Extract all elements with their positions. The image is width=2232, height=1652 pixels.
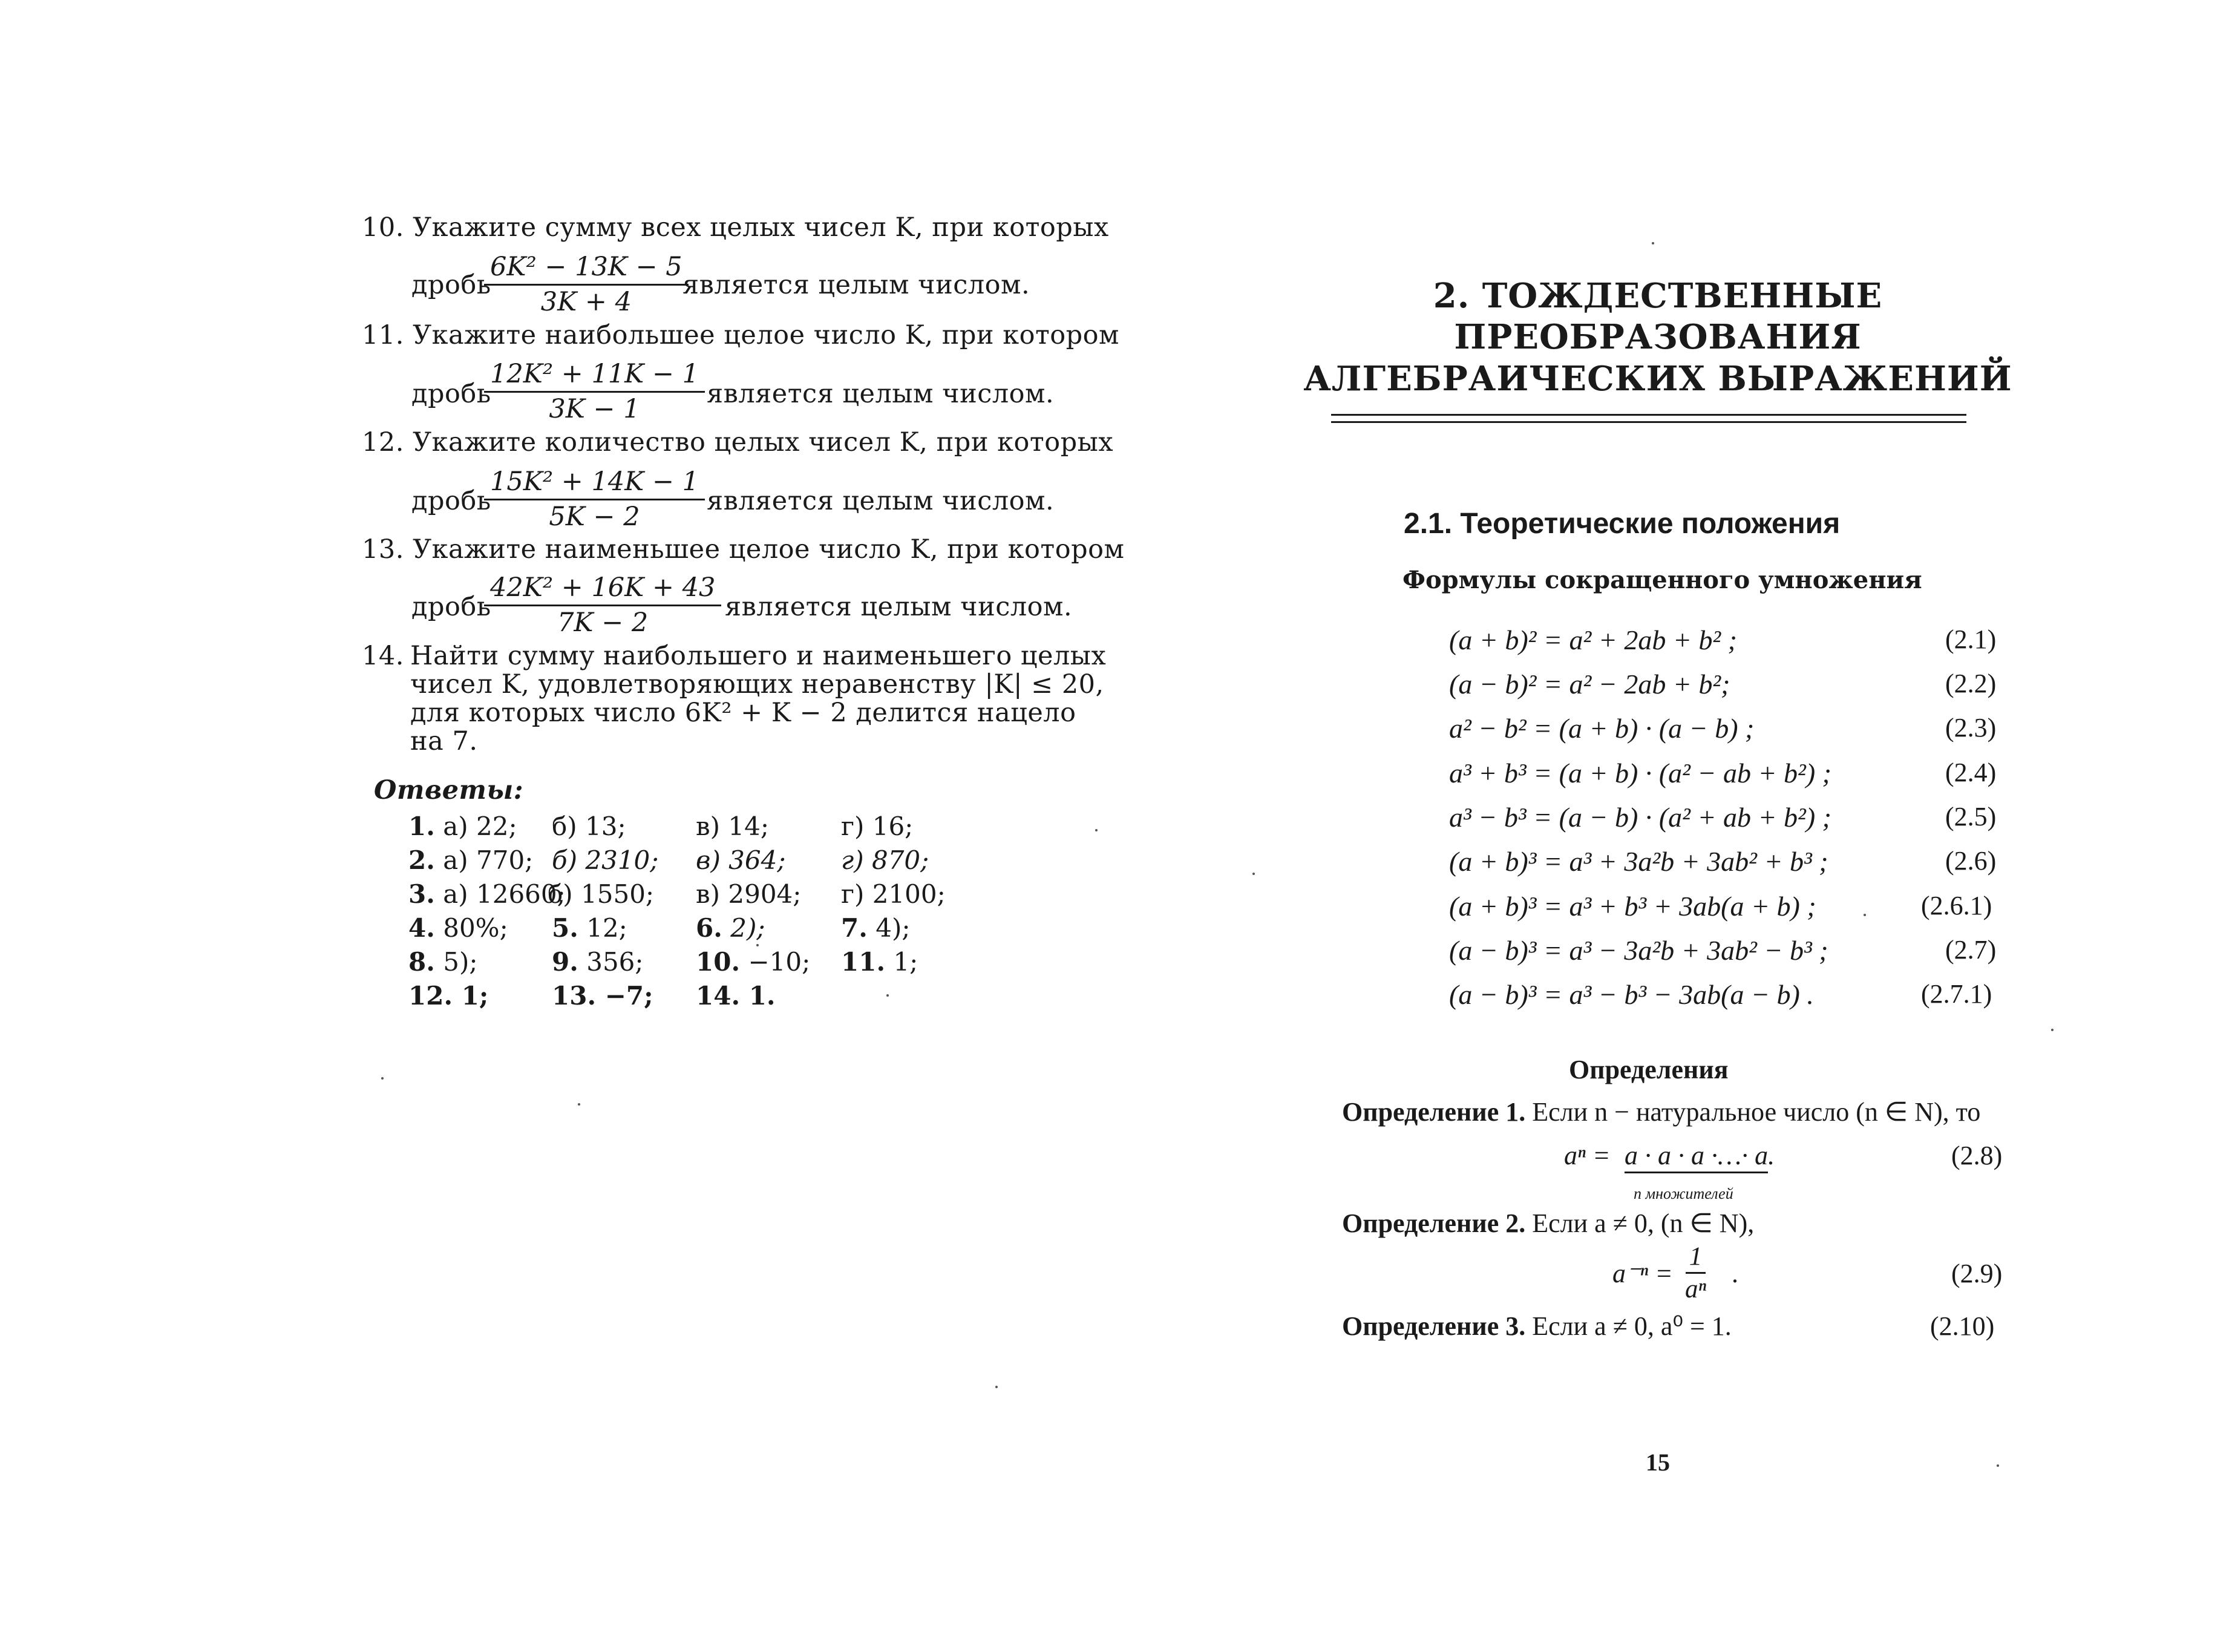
- formula-number: (2.6): [1945, 846, 1997, 876]
- fraction-numerator: 42K² + 16K + 43: [484, 575, 721, 606]
- scan-speck: [578, 1103, 580, 1106]
- answer-cell: б) 13;: [552, 811, 626, 841]
- answer-cell: 3. а) 12660;: [408, 879, 566, 909]
- scan-speck: [995, 1386, 998, 1388]
- formula-number: (2.6.1): [1921, 891, 1992, 920]
- problem-number: 12.: [362, 427, 404, 457]
- problem-number: 10.: [362, 212, 404, 243]
- problem-prefix: дробь: [411, 592, 491, 622]
- formula: (a − b)³ = a³ − 3a²b + 3ab² − b³ ;: [1449, 935, 1828, 966]
- definition-3: [1342, 1313, 1732, 1340]
- formula: (a + b)² = a² + 2ab + b² ;: [1449, 624, 1737, 655]
- fraction-numerator: 6K² − 13K − 5: [484, 254, 689, 286]
- section-title: 2.1. Теоретические положения: [1404, 508, 1841, 540]
- fraction-denominator: 3K + 4: [540, 287, 632, 317]
- fraction-numerator: 1: [1686, 1244, 1706, 1274]
- fraction: [484, 469, 705, 530]
- formula: (a + b)³ = a³ + 3a²b + 3ab² + b³ ;: [1449, 846, 1828, 877]
- formula: a² − b² = (a + b) · (a − b) ;: [1449, 713, 1755, 744]
- title-rule: [1331, 414, 1966, 416]
- problem-text: Укажите сумму всех целых чисел K, при которых: [413, 212, 1109, 243]
- scan-speck: [381, 1077, 384, 1080]
- answer-cell: 2. а) 770;: [408, 845, 534, 875]
- problem-number: 14.: [362, 641, 404, 671]
- answer-cell: 1. а) 22;: [408, 811, 517, 841]
- problem-suffix: является целым числом.: [725, 592, 1073, 622]
- page-number: 15: [1646, 1449, 1670, 1476]
- formula-number: (2.9): [1951, 1259, 2003, 1288]
- problem-10: [362, 212, 1109, 243]
- fraction-denominator: 5K − 2: [549, 502, 640, 532]
- definition-text: Если a ≠ 0, a⁰ = 1.: [1532, 1311, 1732, 1341]
- formula-number: (2.7): [1945, 935, 1997, 965]
- product-underbrace: a · a · a ·…· a: [1625, 1142, 1768, 1173]
- definitions-title: Определения: [1569, 1055, 1729, 1084]
- scan-speck: [2051, 1029, 2054, 1031]
- problem-prefix: дробь: [411, 379, 491, 409]
- answers-title: Ответы:: [374, 775, 524, 805]
- title-rule: [1331, 421, 1966, 423]
- definition-tail: .: [1768, 1141, 1775, 1170]
- problem-14-line: для которых число 6K² + K − 2 делится нацело: [410, 698, 1076, 728]
- chapter-title-line: АЛГЕБРАИЧЕСКИХ ВЫРАЖЕНИЙ: [1303, 358, 2012, 399]
- problem-prefix: дробь: [411, 486, 491, 516]
- fraction: [484, 572, 721, 638]
- answer-cell: б) 1550;: [548, 879, 655, 909]
- formula-number: (2.8): [1951, 1141, 2003, 1170]
- answer-cell: 5. 12;: [552, 913, 627, 943]
- problem-13: [362, 534, 1125, 565]
- scan-speck: [1864, 914, 1866, 916]
- problem-14-line: на 7.: [410, 726, 478, 756]
- definition-2: [1342, 1210, 1754, 1237]
- scan-speck: [756, 944, 759, 946]
- definition-text: Если a ≠ 0, (n ∈ N),: [1532, 1208, 1755, 1238]
- formula-number: (2.4): [1945, 758, 1997, 787]
- fraction-denominator: 7K − 2: [557, 608, 649, 638]
- answer-cell: 8. 5);: [408, 947, 478, 977]
- answer-cell: в) 364;: [696, 845, 786, 875]
- definition-label: Определение 3.: [1342, 1311, 1526, 1341]
- answer-cell: 7. 4);: [841, 913, 911, 943]
- definition-tail: .: [1732, 1259, 1738, 1288]
- answer-cell: в) 14;: [696, 811, 769, 841]
- scan-speck: [1652, 242, 1654, 244]
- chapter-title: [1301, 275, 2015, 399]
- definition-product: [1625, 1142, 1775, 1173]
- fraction-numerator: 15K² + 14K − 1: [484, 469, 705, 500]
- definition-lhs: a⁻ⁿ =: [1612, 1259, 1673, 1288]
- problem-suffix: является целым числом.: [707, 486, 1055, 516]
- fraction: [484, 254, 689, 315]
- answer-cell: б) 2310;: [552, 845, 659, 875]
- problem-number: 13.: [362, 534, 404, 565]
- problem-number: 11.: [362, 320, 404, 350]
- formula: (a − b)³ = a³ − b³ − 3ab(a − b) .: [1449, 979, 1814, 1010]
- formula-number: (2.7.1): [1921, 979, 1992, 1009]
- problem-14-line: Найти сумму наибольшего и наименьшего целых: [410, 641, 1107, 671]
- answer-cell: 4. 80%;: [408, 913, 508, 943]
- answer-cell: г) 16;: [841, 811, 914, 841]
- formula-number: (2.2): [1945, 669, 1997, 698]
- problem-14-line: чисел K, удовлетворяющих неравенству |K| ≤ 20,: [410, 669, 1104, 700]
- formula: a³ − b³ = (a − b) · (a² + ab + b²) ;: [1449, 802, 1831, 833]
- formula: (a + b)³ = a³ + b³ + 3ab(a + b) ;: [1449, 891, 1816, 922]
- answer-cell: 12. 1;: [408, 981, 489, 1011]
- answer-cell: 6. 2);: [696, 913, 765, 943]
- formula-number: (2.3): [1945, 713, 1997, 742]
- answer-cell: г) 870;: [841, 845, 929, 875]
- definition-label: Определение 2.: [1342, 1208, 1526, 1238]
- answer-cell: 9. 356;: [552, 947, 644, 977]
- problem-text: Укажите наименьшее целое число K, при котором: [413, 534, 1125, 565]
- scan-speck: [1997, 1464, 1999, 1467]
- answer-cell: г) 2100;: [841, 879, 946, 909]
- fraction-denominator: aⁿ: [1685, 1275, 1707, 1303]
- fraction: [484, 361, 705, 422]
- definition-lhs: aⁿ =: [1564, 1141, 1611, 1170]
- answer-cell: в) 2904;: [696, 879, 802, 909]
- answer-cell: 13. −7;: [552, 981, 653, 1011]
- scan-speck: [886, 994, 889, 997]
- subsection-title: Формулы сокращенного умножения: [1402, 566, 1922, 594]
- problem-12: [362, 427, 1114, 457]
- formula-number: (2.1): [1945, 624, 1997, 654]
- fraction-numerator: 12K² + 11K − 1: [484, 361, 705, 393]
- problem-text: Укажите количество целых чисел K, при которых: [413, 427, 1114, 457]
- formula: a³ + b³ = (a + b) · (a² − ab + b²) ;: [1449, 758, 1831, 788]
- problem-text: Укажите наибольшее целое число K, при котором: [413, 320, 1120, 350]
- chapter-title-line: ПРЕОБРАЗОВАНИЯ: [1454, 317, 1862, 358]
- scan-speck: [1252, 873, 1255, 875]
- chapter-title-line: 2. ТОЖДЕСТВЕННЫЕ: [1433, 276, 1883, 316]
- problem-suffix: является целым числом.: [682, 270, 1030, 300]
- definition-text: Если n − натуральное число (n ∈ N), то: [1532, 1097, 1981, 1127]
- fraction-denominator: 3K − 1: [549, 394, 640, 424]
- answer-cell: 10. −10;: [696, 947, 811, 977]
- problem-suffix: является целым числом.: [707, 379, 1055, 409]
- definition-label: Определение 1.: [1342, 1097, 1526, 1127]
- underbrace-label: n множителей: [1634, 1185, 1733, 1202]
- formula: (a − b)² = a² − 2ab + b²;: [1449, 669, 1730, 700]
- scan-speck: [1095, 829, 1098, 831]
- answer-cell: 11. 1;: [841, 947, 918, 977]
- fraction: [1685, 1244, 1706, 1302]
- formula-number: (2.10): [1930, 1311, 1995, 1341]
- answer-cell: 14. 1.: [696, 981, 776, 1011]
- definition-1: [1342, 1099, 1980, 1126]
- problem-prefix: дробь: [411, 270, 491, 300]
- problem-11: [362, 320, 1120, 350]
- formula-number: (2.5): [1945, 802, 1997, 831]
